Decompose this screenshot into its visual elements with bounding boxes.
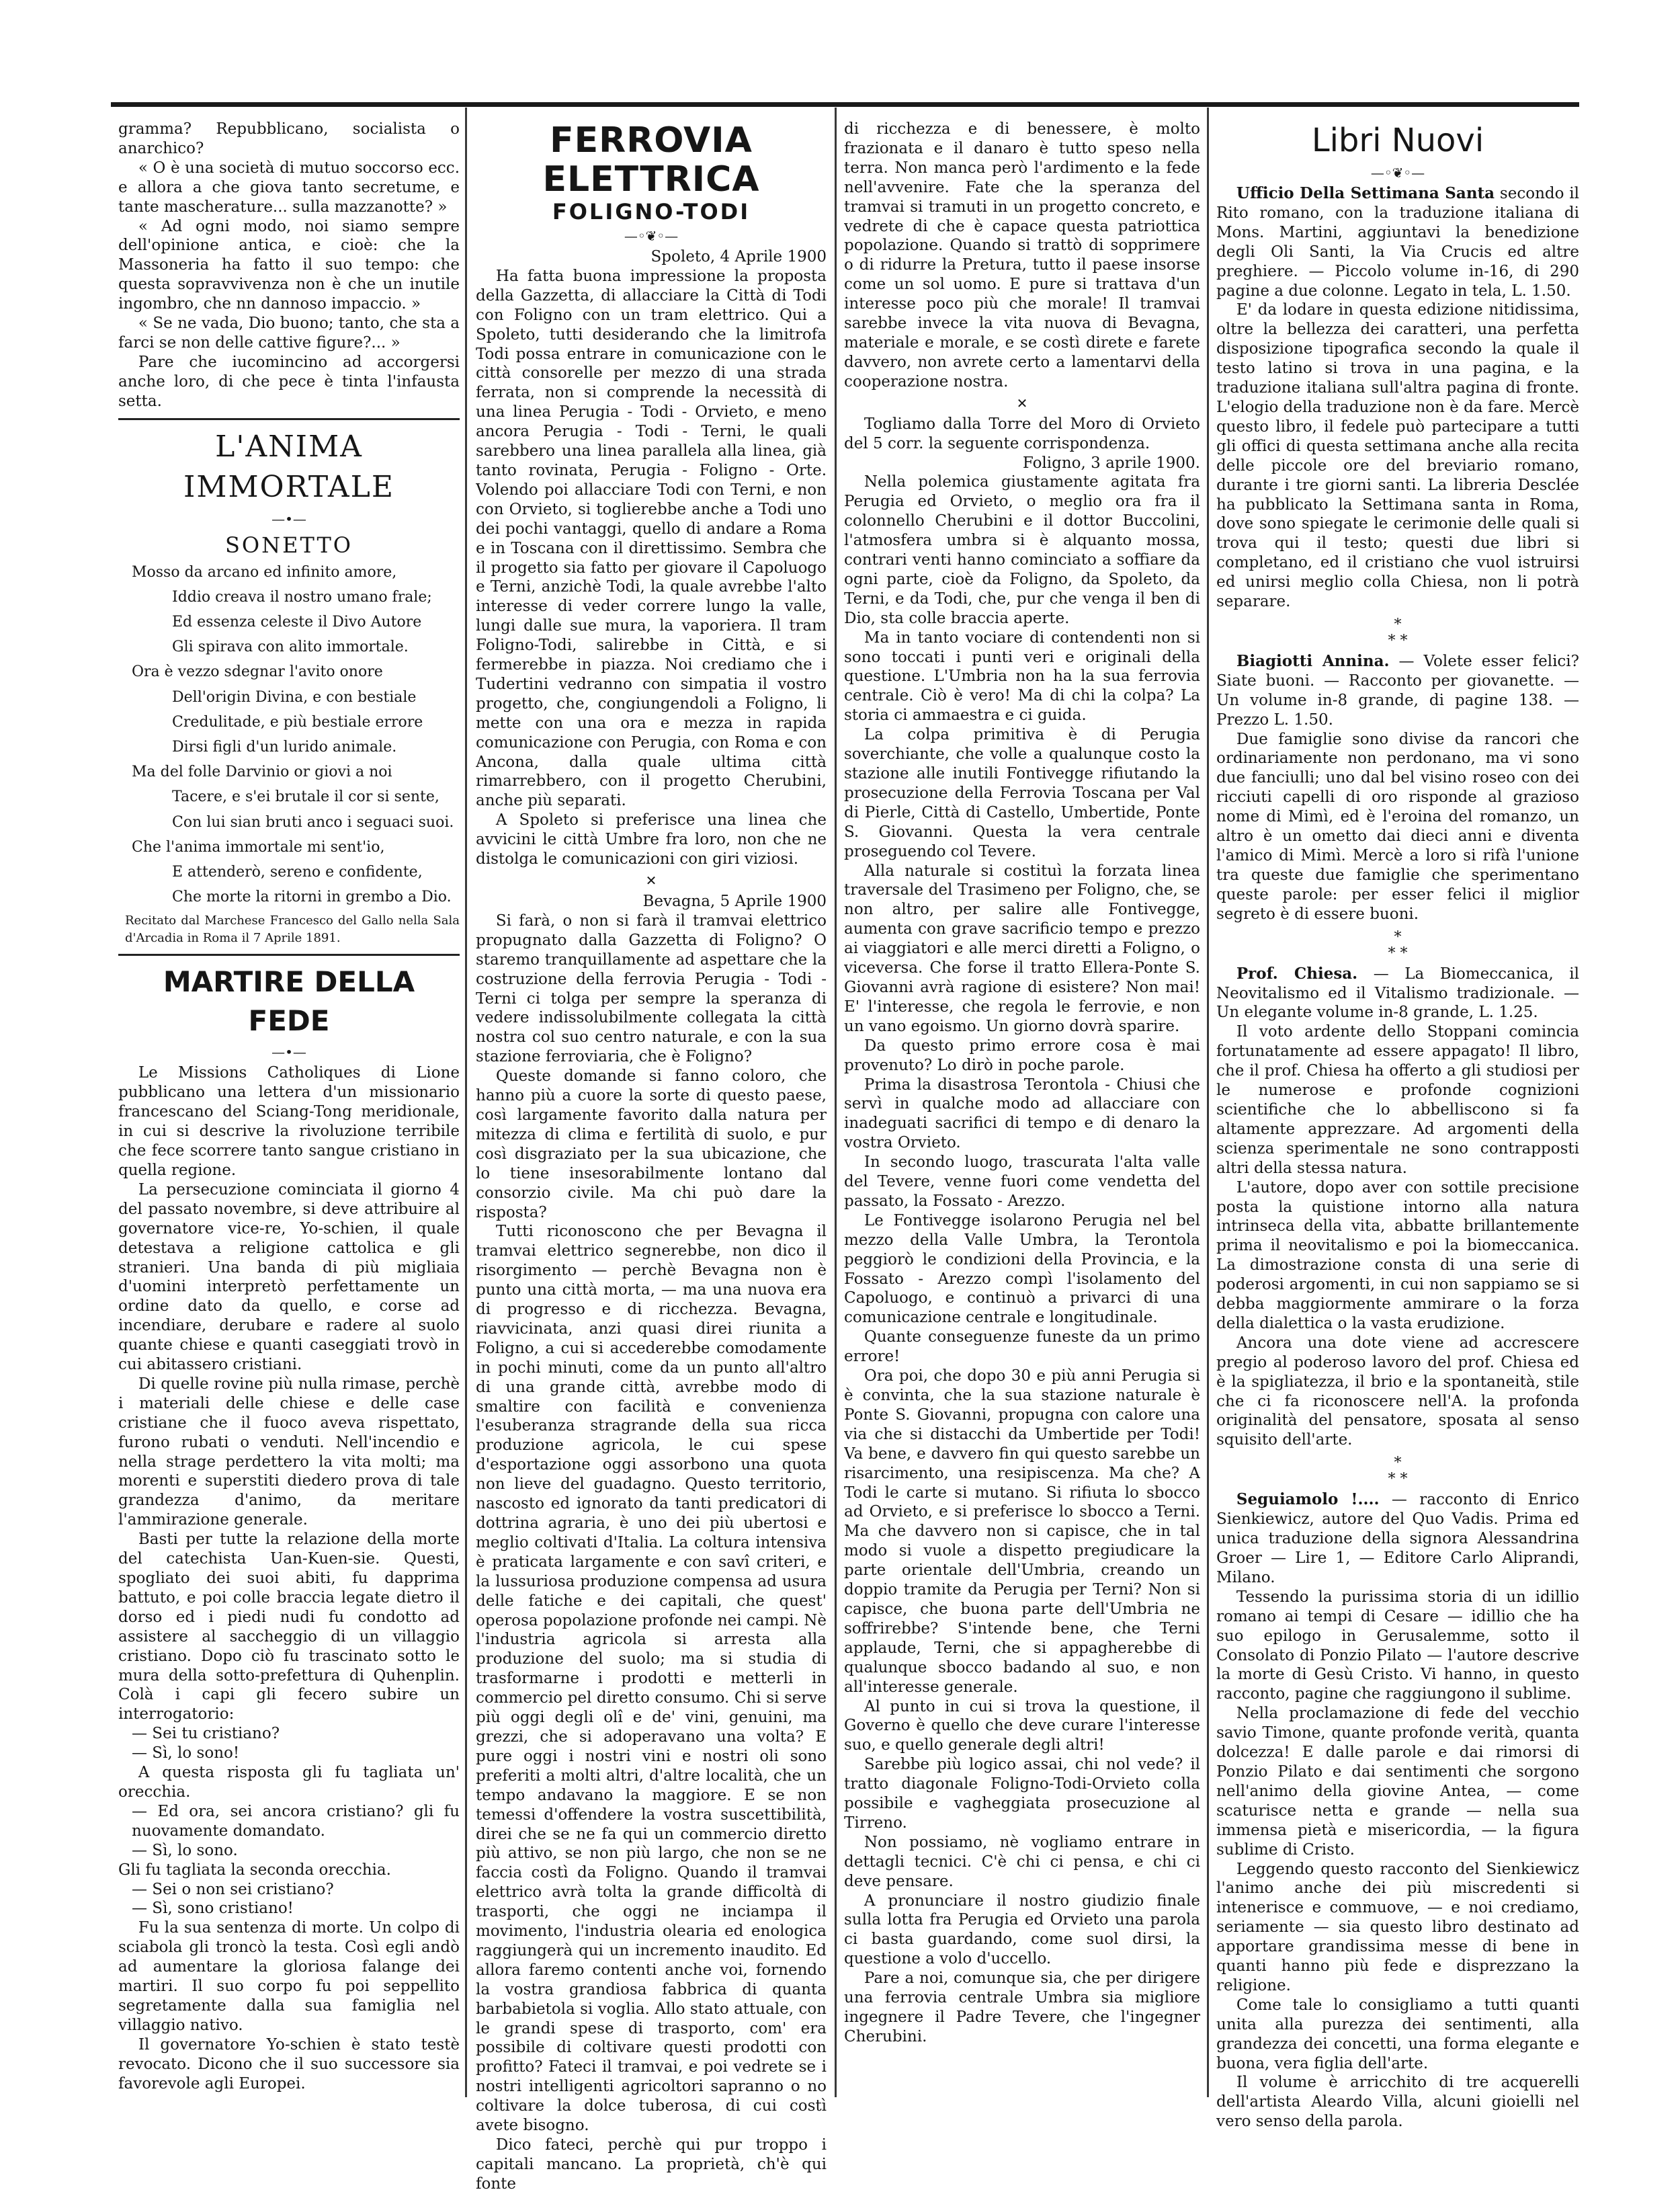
asterism: * * * [1388,1455,1408,1488]
article-paragraph: Nella polemica giustamente agitata fra Perugia ed Orvieto, o meglio ora fra il colonnello Cherubini e il dottor Buccolini, l'atmosfera umbra si è alquanto mossa, contrari venti hanno cominciato a soffiare da ogni parte, cioè da Foligno, da Spoleto, da Terni, e da Todi, che, pur che venga il ben di Dio, sta colle braccia aperte. [844,473,1200,627]
column-separator [835,108,837,2097]
verse-line: Dirsi figli d'un lurido animale. [172,739,397,756]
cross-separator: ✕ [645,872,657,889]
column-separator [465,108,467,2097]
verse-line: E attenderò, sereno e confidente, [172,864,423,881]
asterism: * * * [1388,616,1408,649]
article-paragraph: Pare a noi, comunque sia, che per dirigere una ferrovia centrale Umbra sia migliore ingegnere il Padre Tevere, che l'ingegner Cherubini. [844,1969,1200,2045]
verse-line: Ed essenza celeste il Divo Autore [172,614,422,631]
martire-paragraph: Basti per tutte la relazione della morte del catechista Uan-Kuen-sie. Questi, spogliato dei suoi abiti, fu dapprima battuto, e poi colle braccia legate dietro il dorso ed i piedi nudi fu condotto ad assistere al saccheggio di un villaggio cristiano. Dopo ciò fu trascinato sotto le mura della sotto-prefettura di Quhenplin. Colà i capi gli fecero subire un interrogatorio: [118,1531,460,1723]
intro-paragraph: Pare che iucomincino ad accorgersi anche loro, di che pece è tinta l'infausta setta. [118,353,460,410]
review-paragraph: Il volume è arricchito di tre acquerelli dell'artista Aleardo Villa, alcuni gioielli nel vero senso della parola. [1216,2074,1579,2131]
article-paragraph: Non possiamo, nè vogliamo entrare in dettagli tecnici. C'è chi ci pensa, e chi ci deve pensare. [844,1833,1200,1890]
article-paragraph: Le Fontivegge isolarono Perugia nel bel mezzo della Valle Umbra, la Terontola peggiorò le condizioni della Provincia, e la Fossato - Arezzo compì l'isolamento del Capoluogo, e continuò a privarci di una comunicazione centrale e longitudinale. [844,1211,1200,1327]
review-paragraph: E' da lodare in questa edizione nitidissima, oltre la bellezza dei caratteri, una perfetta disposizione tipografica secondo la quale il testo latino si trova in una pagina, e la traduzione italiana sull'altra pagina di fronte. L'elogio della traduzione non è da fare. Mercè questo libro, il fedele può partecipare a tutti gli offici di questa settimana anche alla recita delle piccole ore del breviario romano, durante i tre giorni santi. La libreria Desclée ha pubblicato la Settimana santa in Roma, dove sono spiegate le cerimonie delle quali si trova qui il testo; questi due libri si completano, ed il cristiano che vuol istruirsi ed unirsi meglio colla Chiesa, non li potrà separare. [1216,301,1579,611]
article-paragraph: Da questo primo errore cosa è mai provenuto? Lo dirò in poche parole. [844,1037,1200,1074]
verse-line: Iddio creava il nostro umano frale; [172,588,432,606]
article-paragraph: Ora poi, che dopo 30 e più anni Perugia si è convinta, che la sua stazione naturale è Ponte S. Giovanni, propugna con calore una via che si distacchi da Umbertide per Todi! Va bene, e davvero fin qui questo sarebbe un risarcimento, una resipiscenza. Ma che? A Todi le carte si mutano. Si rifiuta lo sbocco ad Orvieto, e si preferisce lo sbocco a Terni. Ma che davvero non si capisce, che in tal modo si vuole a dispetto pregiudicare la parte orientale dell'Umbria, creando un doppio tramite da Perugia per Terni? Non si capisce, che buona parte dell'Umbria ne soffrirebbe? S'intende bene, che Terni applaude, Terni, che si appagherebbe di qualunque sbocco badando al suo, e non all'interesse generale. [844,1367,1200,1696]
ornament: —◦❦◦— [1370,165,1425,181]
review-paragraph: L'autore, dopo aver con sottile precisione posta la quistione intorno alla natura intrinseca della vita, abbatte brillantemente prima il neovitalismo e poi la biomeccanica. La dimostrazione consta di una serie di poderosi argomenti, in cui non sappiamo se si debba maggiormente ammirare o la forza della dialettica o la vasta erudizione. [1216,1178,1579,1332]
verse-line: Tacere, e s'ei brutale il cor si sente, [172,788,439,806]
verse-line: Con lui sian bruti anco i seguaci suoi. [172,813,454,831]
article-paragraph: Queste domande si fanno coloro, che hanno più a cuore la sorte di questo paese, così largamente favorito dalla natura per mitezza di clima e fertilità di suolo, e pur così disgraziato per la sua ubicazione, che lo tiene insesorabilmente lontano dal consorzio civile. Ma chi può dare la risposta? [476,1067,827,1221]
libri-nuovi-heading: Libri Nuovi [1311,122,1484,159]
dialogue-line: — Sì, sono cristiano! [132,1900,294,1918]
ornament: —•— [271,1044,306,1061]
review-text: — Volete esser felici? Siate buoni. — Racconto per giovanette. — Un volume in-8 grande, di pagine 138. — Prezzo L. 1.50. [1216,652,1579,729]
martire-paragraph: La persecuzione cominciata il giorno 4 del passato novembre, si deve attribuire al governatore vice-re, Yo-schien, il quale detestava a religione cattolica e gli stranieri. Una banda di più migliaia d'uomini interpretò perfettamente un ordine dato da quello, e corse ad incendiare, derubare e radere al suolo quante chiese e quanti caseggiati trovò in cui abitassero cristiani. [118,1180,460,1374]
ferrovia-heading: FERROVIA ELETTRICA [542,120,760,200]
article-paragraph: Ha fatta buona impressione la proposta della Gazzetta, di allacciare la Città di Todi con Foligno con un tram elettrico. Qui a Spoleto, tutti desiderando che la limitrofa Todi possa entrare in comunicazione con le città consorelle per mezzo di una strada ferrata, non si comprende la necessità di una linea Perugia - Todi - Orvieto, e meno ancora Perugia - Todi - Terni, le quali sarebbero una linea parallela alla linea, già tanto rovinata, Perugia - Foligno - Orte. Volendo poi allacciare Todi con Terni, e non con Orvieto, si toglierebbe anche a Todi uno dei pochi vantaggi, quello di andare a Roma e in Toscana con il direttissimo. Sembra che il progetto sia fatto per giovare il Capoluogo e Terni, anzichè Todi, la quale avrebbe l'alto interesse di veder correre lungo la valle, lungi dalle sue mura, la vaporiera. Il tram Foligno-Todi, salirebbe in Città, e si fermerebbe in piazza. Noi crediamo che i Tudertini vedranno con simpatia il vostro progetto, che, congiungendoli a Foligno, li mette con una ora e mezza in rapida comunicazione con Perugia, con Roma e con Ancona, dalla quale ultima città rimarrebbero, con il progetto Cherubini, anche più separati. [476,267,827,810]
intro-paragraph: gramma? Repubblicano, socialista o anarchico? [118,120,460,157]
asterism: * * * [1388,928,1408,962]
review-paragraph [1216,1490,1579,1588]
dialogue-line: — Sei tu cristiano? [132,1725,280,1743]
article-paragraph: Dico fateci, perchè qui pur troppo i capitali mancano. La proprietà, ch'è qui fonte [476,2136,827,2193]
verse-line: Ora è vezzo sdegnar l'avito onore [132,663,383,681]
article-paragraph: A pronunciare il nostro giudizio finale sulla lotta fra Perugia ed Orvieto una parola ci basta guardando, come suol dirsi, la questione a volo d'uccello. [844,1892,1200,1968]
review-lead: Seguiamolo !.... [1236,1490,1380,1509]
article-paragraph: Prima la disastrosa Terontola - Chiusi che servì in qualche modo ad allacciare con inadeguati sacrifici di tempo e di denaro la vostra Orvieto. [844,1075,1200,1152]
dialogue-line: — Sì, lo sono! [132,1744,240,1762]
martire-paragraph: Di quelle rovine più nulla rimase, perchè i materiali delle chiese e delle case cristiane che il fuoco aveva rispettato, furono rubati o venduti. Nell'incendio e nella strage perdettero la vita molti; ma morenti e superstiti diedero prova di tale grandezza d'animo, da meritare l'ammirazione generale. [118,1375,460,1529]
cross-separator: ✕ [1016,395,1028,411]
article-paragraph: di ricchezza e di benessere, è molto frazionata e il danaro è tutto speso nella terra. Non manca però l'ardimento e la fede nell'avvenire. Fate che la speranza del tramvai si tramuti in un progetto concreto, e vedrete di che è capace questa patriottica popolazione. Quando si trattò di sopprimere o di ridurre la Pretura, tutto il paese insorse come un sol uomo. E pure si trattava d'un interesse poco più che morale! Il tramvai sarebbe invece la vita nuova di Bevagna, materiale e morale, e se costì direte e farete davvero, non avrete certo a lamentarvi della cooperazione nostra. [844,120,1200,391]
article-paragraph: Tutti riconoscono che per Bevagna il tramvai elettrico segnerebbe, non dico il risorgimento — perchè Bevagna non è punto una città morta, — ma una nuova era di progresso e di ricchezza. Bevagna, riavvicinata, anzi quasi direi riunita a Foligno, a cui si accederebbe comodamente in pochi minuti, come da un punto all'altro di una grande città, avrebbe modo di smaltire con facilità e convenienza l'esuberanza stragrande della sua ricca produzione agricola, le cui spese d'esportazione oggi assorbono una quota non lieve del guadagno. Questo territorio, nascosto ed ignorato da tanti predicatori di dottrina agraria, è uno dei più ubertosi e meglio coltivati d'Italia. La coltura intensiva è praticata largamente e con savî criteri, e la lussuriosa produzione compensa ad usura delle fatiche e dei capitali, che quest' operosa popolazione profonde nei campi. Nè l'industria agricola si arresta alla produzione del suolo; ma si studia di trasformarne i prodotti e metterli in commercio pel diretto consumo. Chi si serve più oggi degli olî e de' vini, genuini, ma grezzi, che si adoperavano una volta? E pure oggi i nostri vini e nostri oli sono preferiti a molti altri, d'altre località, che un tempo andavano la maggiore. E se non temessi d'offendere la vostra suscettibilità, direi che se ne fa qui un commercio diretto più attivo, se non più largo, che non se ne faccia costì da Foligno. Quando il tramvai elettrico avrà tolta la grande difficoltà di trasporti, che oggi ne inciampa il movimento, l'industria olearia ed enologica raggiungerà qui un incremento inaudito. Ed allora faremo contenti anche voi, fornendo la vostra grandiosa fabbrica di quanta barbabietola si voglia. Allo stato attuale, con le grandi spese di trasporto, com' era possibile di coltivare questi prodotti con profitto? Fateci il tramvai, e poi vedrete se i nostri intelligenti agricoltori sapranno o no coltivare la dolce tuberosa, di cui costì avete bisogno. [476,1223,827,2135]
review-lead: Ufficio Della Settimana Santa [1236,184,1495,202]
verse-line: Mosso da arcano ed infinito amore, [132,563,397,581]
martire-heading: MARTIRE DELLA FEDE [163,965,415,1038]
verse-line: Che l'anima immortale mi sent'io, [132,838,385,856]
ornament: —•— [271,510,306,527]
article-intro: Togliamo dalla Torre del Moro di Orvieto del 5 corr. la seguente corrispondenza. [844,415,1200,452]
dateline: Bevagna, 5 Aprile 1900 [642,893,827,910]
article-paragraph: Quante conseguenze funeste da un primo errore! [844,1328,1200,1366]
recital-note: Recitato dal Marchese Francesco del Gallo nella Sala d'Arcadia in Roma il 7 Aprile 1891. [125,913,460,946]
dialogue-line: — Ed ora, sei ancora cristiano? gli fu nuovamente domandato. [132,1802,460,1840]
verse-line: Che morte la ritorni in grembo a Dio. [172,889,452,906]
review-paragraph: Nella proclamazione di fede del vecchio savio Timone, quante profonde verità, quanta dolcezza! E dalle parole e dai rimorsi di Ponzio Pilato e dai sentimenti che sorgono nell'animo della giovine Antea, — come scaturisce netta e grande — nella sua immensa pietà e misericordia, — la figura sublime di Cristo. [1216,1705,1579,1859]
review-text: secondo il Rito romano, con la traduzione italiana di Mons. Martini, aggiuntavi la benedizione degli Oli Santi, la Via Crucis ed altre preghiere. — Piccolo volume in-16, di 290 pagine a due colonne. Legato in tela, L. 1.50. [1216,185,1579,300]
review-text: — La Biomeccanica, il Neovitalismo ed il Vitalismo tradizionale. — Un elegante volume in-8 grande, L. 1.25. [1216,965,1579,1022]
review-paragraph: Tessendo la purissima storia di un idillio romano ai tempi di Cesare — idillio che ha suo epilogo in Gerusalemme, sotto il Consolato di Ponzio Pilato — l'autore descrive la morte di Gesù Cristo. Vi hanno, in questo racconto, pagine che raggiungono il sublime. [1216,1588,1579,1703]
column-1 [118,120,460,2093]
review-text: — racconto di Enrico Sienkiewicz, autore del Quo Vadis. Prima ed unica traduzione della signora Alessandrina Groer — Lire 1, — Editore Carlo Aliprandi, Milano. [1216,1491,1579,1586]
article-paragraph: Si farà, o non si farà il tramvai elettrico propugnato dalla Gazzetta di Foligno? O staremo tranquillamente ad aspettare che la costruzione della ferrovia Perugia - Todi - Terni ci tolga per sempre la speranza di vedere indissolubilmente collegata la città nostra col suo centro naturale, e con la sua stazione ferroviaria, che è Foligno? [476,911,827,1066]
article-paragraph: In secondo luogo, trascurata l'alta valle del Tevere, venne fuori come vendetta del passato, la Fossato - Arezzo. [844,1153,1200,1210]
anima-immortale-heading: L'ANIMA IMMORTALE [183,429,394,504]
verse-line: Gli spirava con alito immortale. [172,639,409,656]
martire-paragraph: Fu la sua sentenza di morte. Un colpo di sciabola gli troncò la testa. Così egli andò ad aumentare la gloriosa falange dei martiri. Il suo corpo fu poi seppellito segretamente dalla sua famiglia nel villaggio nativo. [118,1919,460,2034]
dialogue-line: — Sei o non sei cristiano? [132,1880,334,1898]
review-paragraph [1216,965,1579,1023]
dateline: Spoleto, 4 Aprile 1900 [650,248,827,266]
review-paragraph: Il voto ardente dello Stoppani comincia fortunatamente ad essere appagato! Il libro, che il prof. Chiesa ha offerto a gli studiosi per le numerose e profonde cognizioni scientifiche che lo abbelliscono si fa altamente apprezzare. Ad argomenti della scienza sperimentale ne sono contrapposti altri della stessa natura. [1216,1023,1579,1177]
article-paragraph: Ma in tanto vociare di contendenti non si sono toccati i punti veri e originali della questione. L'Umbria non ha la sua ferrovia centrale. Ciò è vero! Ma di chi la colpa? La storia ci ammaestra e ci guida. [844,628,1200,725]
verse-line: Dell'origin Divina, e con bestiale [172,688,417,706]
review-paragraph: Leggendo questo racconto del Sienkiewicz l'animo anche dei più miscredenti si intenerisce e commuove, — e noi crediamo, seriamente — sia questo libro destinato ad apportare grandissima messe di bene in quanti hanno più fede e disprezzano la religione. [1216,1860,1579,1994]
dialogue-line: — Sì, lo sono. [132,1841,238,1859]
martire-paragraph: Gli fu tagliata la seconda orecchia. [118,1861,391,1879]
article-paragraph: A Spoleto si preferisce una linea che avvicini le città Umbre fra loro, non che ne distolga le comunicazioni con giri viziosi. [476,811,827,868]
section-divider [118,954,460,956]
martire-paragraph: A questa risposta gli fu tagliata un' orecchia. [118,1764,460,1801]
column-separator [1207,108,1209,2097]
review-lead: Biagiotti Annina. [1236,651,1390,670]
article-paragraph: Sarebbe più logico assai, chi nol vede? il tratto diagonale Foligno-Todi-Orvieto colla possibile e vagheggiata prosecuzione al Tirreno. [844,1756,1200,1832]
martire-paragraph: Il governatore Yo-schien è stato testè revocato. Dicono che il suo successore sia favorevole agli Europei. [118,2035,460,2093]
review-lead: Prof. Chiesa. [1236,964,1358,983]
column-3 [844,120,1200,2047]
article-paragraph: Al punto in cui si trova la questione, il Governo è quello che deve curare l'interesse suo, e quello generale degli altri! [844,1697,1200,1754]
column-2 [476,120,827,2194]
article-paragraph: Alla naturale si costituì la forzata linea traversale del Trasimeno per Foligno, che, se non altro, per salire alle Fontivegge, aumenta con grave sacrificio tempo e prezzo ai viaggiatori e alle merci diretti a Foligno, o viceversa. Che forse il tratto Ellera-Ponte S. Giovanni avrà ragione di esistere? Non mai! E' l'interesse, che regola le ferrovie, e non un vano egoismo. Un giorno dovrà sparire. [844,862,1200,1035]
intro-paragraph: « Ad ogni modo, noi siamo sempre dell'opinione antica, e cioè: che la Massoneria ha fatto il suo tempo: che questa sopravvivenza non è che un inutile ingombro, che nn dannoso impaccio. » [118,217,460,313]
martire-paragraph: Le Missions Catholiques di Lione pubblicano una lettera d'un missionario francescano del Sciang-Tong meridionale, in cui si descrive la rivoluzione terribile che fece scorrere tanto sangue cristiano in quella regione. [118,1064,460,1179]
intro-paragraph: « Se ne vada, Dio buono; tanto, che sta a farci se non delle cattive figure?... » [118,315,460,352]
verse-line: Ma del folle Darvinio or giovi a noi [132,764,392,781]
ornament: —◦❦◦— [624,228,679,244]
review-paragraph [1216,652,1579,730]
dateline: Foligno, 3 aprile 1900. [1022,454,1200,472]
section-divider [118,418,460,420]
review-paragraph: Come tale lo consigliamo a tutti quanti unita alla purezza dei sentimenti, alla grandezza dei concetti, una forma elegante e buona, vera figlia dell'arte. [1216,1996,1579,2072]
verse-line: Credulitade, e più bestiale errore [172,713,423,731]
review-paragraph: Due famiglie sono divise da rancori che ordinariamente non perdonano, ma vi sono due fanciulli; uno dal bel visino roseo con dei ricciuti capelli di oro risponde al grazioso nome di Mimì, ed è l'eroina del romanzo, un altro è un ometto dai dieci anni e diventa l'amico di Mimì. Mercè a loro si rifà l'unione tra queste due famiglie che sperimentano queste parole: per esser felici il miglior segreto è di essere buoni. [1216,730,1579,923]
sonetto-title: SONETTO [224,532,353,558]
intro-paragraph: « O è una società di mutuo soccorso ecc. e allora a che giova tanto secretume, e tante mascherature... sulla mazzanotte? » [118,159,460,216]
ferrovia-subheading: FOLIGNO-TODI [552,199,751,225]
review-paragraph [1216,184,1579,300]
column-4 [1216,120,1579,2131]
masthead-rule [111,102,1579,107]
review-paragraph: Ancora una dote viene ad accrescere pregio al poderoso lavoro del prof. Chiesa ed è la spigliatezza, il brio e la spontaneità, stile che ci fa riconoscere nell'A. la profonda originalità del pensatore, sposata al senso squisito dell'arte. [1216,1334,1579,1449]
article-paragraph: La colpa primitiva è di Perugia soverchiante, che volle a qualunque costo la stazione alle inutili Fontivegge rifiutando la prosecuzione della Ferrovia Toscana per Val di Pierle, Città di Castello, Umbertide, Ponte S. Giovanni. Questa la vera centrale proseguendo col Tevere. [844,726,1200,860]
